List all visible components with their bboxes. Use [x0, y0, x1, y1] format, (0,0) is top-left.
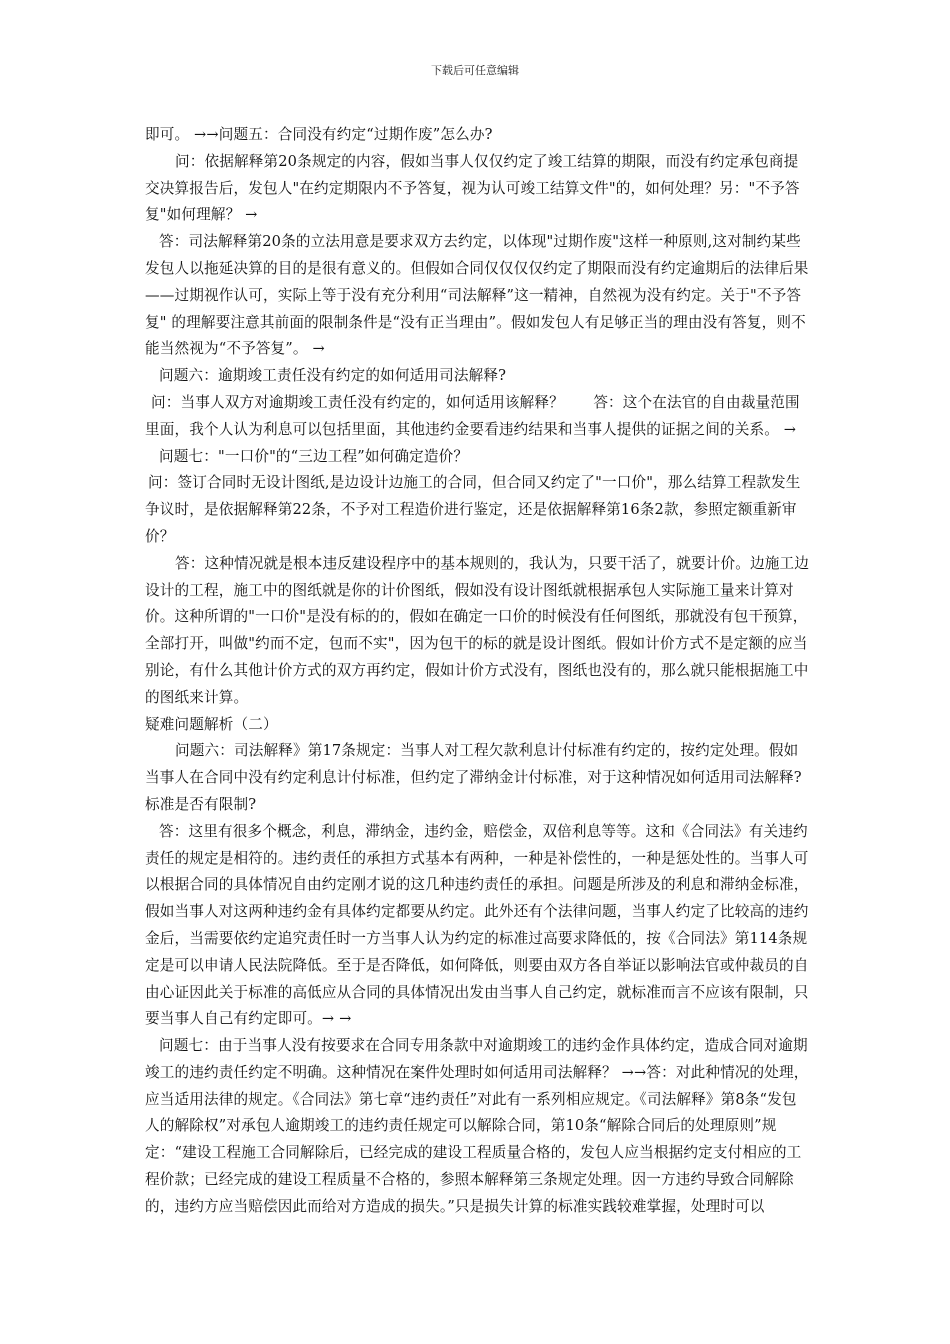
paragraph: 答：这里有很多个概念，利息，滞纳金，违约金，赔偿金，双倍利息等等。这和《合同法》有关违约责任的规定是相符的。违约责任的承担方式基本有两种，一种是补偿性的，一种是惩处性的。当事人可以根据合同的具体情况自由约定刚才说的这几种违约责任的承担。问题是所涉及的利息和滞纳金标准，假如当事人对这两种违约金有具体约定都要从约定。此外还有个法律问题，当事人约定了比较高的违约金后，当需要依约定追究责任时一方当事人认为约定的标准过高要求降低的，按《合同法》第114条规定是可以申请人民法院降低。至于是否降低，如何降低，则要由双方各自举证以影响法官或仲裁员的自由心证因此关于标准的高低应从合同的具体情况出发由当事人自己约定，就标准而言不应该有限制，只要当事人自己有约定即可。→ →: [145, 822, 809, 1028]
paragraph: 问题六：逾期竣工责任没有约定的如何适用司法解释?: [159, 367, 507, 385]
paragraph: 问：依据解释第20条规定的内容，假如当事人仅仅约定了竣工结算的期限，而没有约定承包商提交决算报告后，发包人"在约定期限内不予答复，视为认可竣工结算文件"的，如何处理？另："不予答复"如何理解？ →: [145, 152, 800, 224]
document-body: [145, 122, 809, 1221]
paragraph: 即可。 →→问题五：合同没有约定“过期作废”怎么办?: [145, 126, 493, 143]
page-header: 下载后可任意编辑: [431, 64, 519, 77]
paragraph: 答：司法解释第20条的立法用意是要求双方去约定，以体现"过期作废"这样一种原则,这对制约某些发包人以拖延决算的目的是很有意义的。但假如合同仅仅仅仅约定了期限而没有约定逾期后的法律后果——过期视作认可，实际上等于没有充分利用“司法解释”这一精神，自然视为没有约定。关于"不予答复" 的理解要注意其前面的限制条件是“没有正当理由”。假如发包人有足够正当的理由没有答复，则不能当然视为“不予答复”。 →: [145, 233, 809, 358]
paragraph: 问：当事人双方对逾期竣工责任没有约定的，如何适用该解释？ 答：这个在法官的自由裁量范围里面，我个人认为利息可以包括里面，其他违约金要看违约结果和当事人提供的证据之间的关系。 →: [145, 393, 800, 438]
paragraph: 问题七：由于当事人没有按要求在合同专用条款中对逾期竣工的违约金作具体约定，造成合同对逾期竣工的违约责任约定不明确。这种情况在案件处理时如何适用司法解释？ →→答：对此种情况的处理，应当适用法律的规定。《合同法》第七章“违约责任”对此有一系列相应规定。《司法解释》第8条“发包人的解除权”对承包人逾期竣工的违约责任规定可以解除合同，第10条“解除合同后的处理原则”规定：“建设工程施工合同解除后，已经完成的建设工程质量合格的，发包人应当根据约定支付相应的工程价款；已经完成的建设工程质量不合格的，参照本解释第三条规定处理。因一方违约导致合同解除的，违约方应当赔偿因此而给对方造成的损失。”只是损失计算的标准实践较难掌握，处理时可以: [145, 1037, 809, 1215]
paragraph: 答：这种情况就是根本违反建设程序中的基本规则的，我认为，只要干活了，就要计价。边施工边设计的工程，施工中的图纸就是你的计价图纸，假如没有设计图纸就根据承包人实际施工量来计算对价。这种所谓的"一口价"是没有标的的，假如在确定一口价的时候没有任何图纸，那就没有包干预算，全部打开，叫做"约而不定，包而不实"，因为包干的标的就是设计图纸。假如计价方式不是定额的应当别论，有什么其他计价方式的双方再约定，假如计价方式没有，图纸也没有的，那么就只能根据施工中的图纸来计算。: [145, 554, 809, 706]
paragraph: 问：签订合同时无设计图纸,是边设计边施工的合同，但合同又约定了"一口价"，那么结算工程款发生争议时，是依据解释第22条，不予对工程造价进行鉴定，还是依据解释第16条2款，参照定额重新审价？: [145, 474, 801, 545]
section-heading: 疑难问题解析（二）: [145, 715, 278, 733]
paragraph: 问题七："一口价"的“三边工程”如何确定造价？: [159, 447, 469, 465]
paragraph: 问题六：司法解释》第17条规定：当事人对工程欠款利息计付标准有约定的，按约定处理。假如当事人在合同中没有约定利息计付标准，但约定了滞纳金计付标准，对于这种情况如何适用司法解释?标准是否有限制?: [145, 742, 802, 813]
